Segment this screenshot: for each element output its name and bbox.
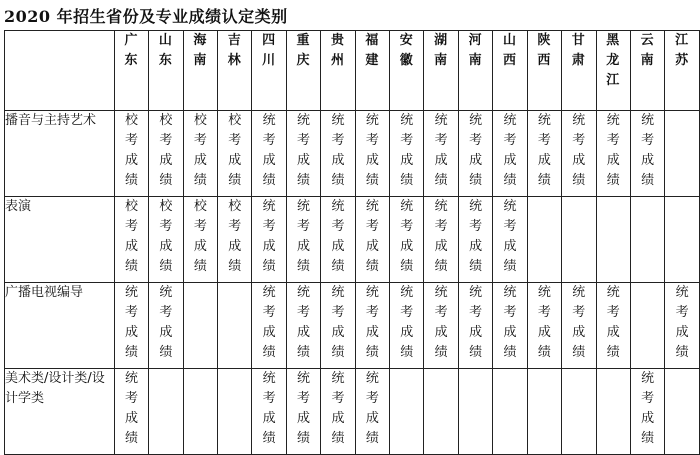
- major-label: 表演: [5, 197, 115, 283]
- province-header: 湖 南: [424, 31, 458, 111]
- score-cell: [562, 369, 596, 455]
- score-cell: 统 考 成 绩: [355, 111, 389, 197]
- province-header: 山 西: [493, 31, 527, 111]
- score-cell: [149, 369, 183, 455]
- score-cell: 统 考 成 绩: [527, 111, 561, 197]
- score-cell: 校 考 成 绩: [183, 111, 217, 197]
- score-cell: 校 考 成 绩: [218, 197, 252, 283]
- score-cell: 统 考 成 绩: [596, 111, 630, 197]
- score-cell: 统 考 成 绩: [424, 111, 458, 197]
- score-cell: 统 考 成 绩: [286, 369, 320, 455]
- score-cell: [183, 283, 217, 369]
- score-cell: 校 考 成 绩: [114, 197, 148, 283]
- table-row: [5, 369, 700, 455]
- score-cell: 统 考 成 绩: [458, 111, 492, 197]
- score-cell: 统 考 成 绩: [252, 283, 286, 369]
- score-cell: [390, 369, 424, 455]
- score-cell: 统 考 成 绩: [562, 111, 596, 197]
- score-cell: 统 考 成 绩: [458, 283, 492, 369]
- score-cell: [493, 369, 527, 455]
- score-cell: 校 考 成 绩: [218, 111, 252, 197]
- admission-table: [4, 30, 700, 455]
- score-cell: 校 考 成 绩: [183, 197, 217, 283]
- score-cell: 统 考 成 绩: [665, 283, 700, 369]
- score-cell: 统 考 成 绩: [252, 197, 286, 283]
- province-header: 甘 肃: [562, 31, 596, 111]
- score-cell: [630, 197, 664, 283]
- score-cell: [458, 369, 492, 455]
- province-header: 福 建: [355, 31, 389, 111]
- score-cell: 统 考 成 绩: [458, 197, 492, 283]
- score-cell: 统 考 成 绩: [114, 369, 148, 455]
- score-cell: [665, 369, 700, 455]
- province-header: 重 庆: [286, 31, 320, 111]
- score-cell: 统 考 成 绩: [355, 369, 389, 455]
- header-row: [5, 31, 700, 111]
- table-row: [5, 111, 700, 197]
- score-cell: 统 考 成 绩: [355, 283, 389, 369]
- table-row: [5, 197, 700, 283]
- province-header: 云 南: [630, 31, 664, 111]
- major-label: 美术类/设计类/设计学类: [5, 369, 115, 455]
- score-cell: 统 考 成 绩: [493, 111, 527, 197]
- province-header: 广 东: [114, 31, 148, 111]
- score-cell: 统 考 成 绩: [424, 197, 458, 283]
- province-header: 海 南: [183, 31, 217, 111]
- province-header: 黑 龙 江: [596, 31, 630, 111]
- province-header: 陕 西: [527, 31, 561, 111]
- score-cell: 统 考 成 绩: [424, 283, 458, 369]
- score-cell: [665, 197, 700, 283]
- score-cell: 统 考 成 绩: [527, 283, 561, 369]
- score-cell: 统 考 成 绩: [252, 369, 286, 455]
- score-cell: [630, 283, 664, 369]
- score-cell: 统 考 成 绩: [355, 197, 389, 283]
- score-cell: [665, 111, 700, 197]
- score-cell: [562, 197, 596, 283]
- score-cell: 校 考 成 绩: [114, 111, 148, 197]
- score-cell: 统 考 成 绩: [630, 369, 664, 455]
- score-cell: [596, 369, 630, 455]
- province-header: 江 苏: [665, 31, 700, 111]
- score-cell: 统 考 成 绩: [321, 283, 355, 369]
- table-row: [5, 283, 700, 369]
- score-cell: 统 考 成 绩: [630, 111, 664, 197]
- score-cell: 统 考 成 绩: [149, 283, 183, 369]
- province-header: 贵 州: [321, 31, 355, 111]
- province-header: 吉 林: [218, 31, 252, 111]
- score-cell: [527, 369, 561, 455]
- province-header: 安 徽: [390, 31, 424, 111]
- score-cell: 统 考 成 绩: [390, 197, 424, 283]
- score-cell: [218, 283, 252, 369]
- score-cell: 统 考 成 绩: [390, 283, 424, 369]
- corner-cell: [5, 31, 115, 111]
- major-label: 播音与主持艺术: [5, 111, 115, 197]
- score-cell: 统 考 成 绩: [286, 111, 320, 197]
- score-cell: 统 考 成 绩: [286, 283, 320, 369]
- score-cell: [596, 197, 630, 283]
- score-cell: 统 考 成 绩: [562, 283, 596, 369]
- province-header: 四 川: [252, 31, 286, 111]
- score-cell: 统 考 成 绩: [596, 283, 630, 369]
- page-title: 2020 年招生省份及专业成绩认定类别: [4, 7, 288, 26]
- score-cell: 统 考 成 绩: [321, 111, 355, 197]
- score-cell: [183, 369, 217, 455]
- province-header: 河 南: [458, 31, 492, 111]
- score-cell: [218, 369, 252, 455]
- score-cell: 校 考 成 绩: [149, 111, 183, 197]
- score-cell: 统 考 成 绩: [114, 283, 148, 369]
- province-header: 山 东: [149, 31, 183, 111]
- score-cell: 统 考 成 绩: [321, 369, 355, 455]
- score-cell: [424, 369, 458, 455]
- score-cell: 统 考 成 绩: [493, 197, 527, 283]
- score-cell: [527, 197, 561, 283]
- score-cell: 统 考 成 绩: [390, 111, 424, 197]
- score-cell: 统 考 成 绩: [493, 283, 527, 369]
- score-cell: 统 考 成 绩: [252, 111, 286, 197]
- score-cell: 校 考 成 绩: [149, 197, 183, 283]
- major-label: 广播电视编导: [5, 283, 115, 369]
- score-cell: 统 考 成 绩: [321, 197, 355, 283]
- score-cell: 统 考 成 绩: [286, 197, 320, 283]
